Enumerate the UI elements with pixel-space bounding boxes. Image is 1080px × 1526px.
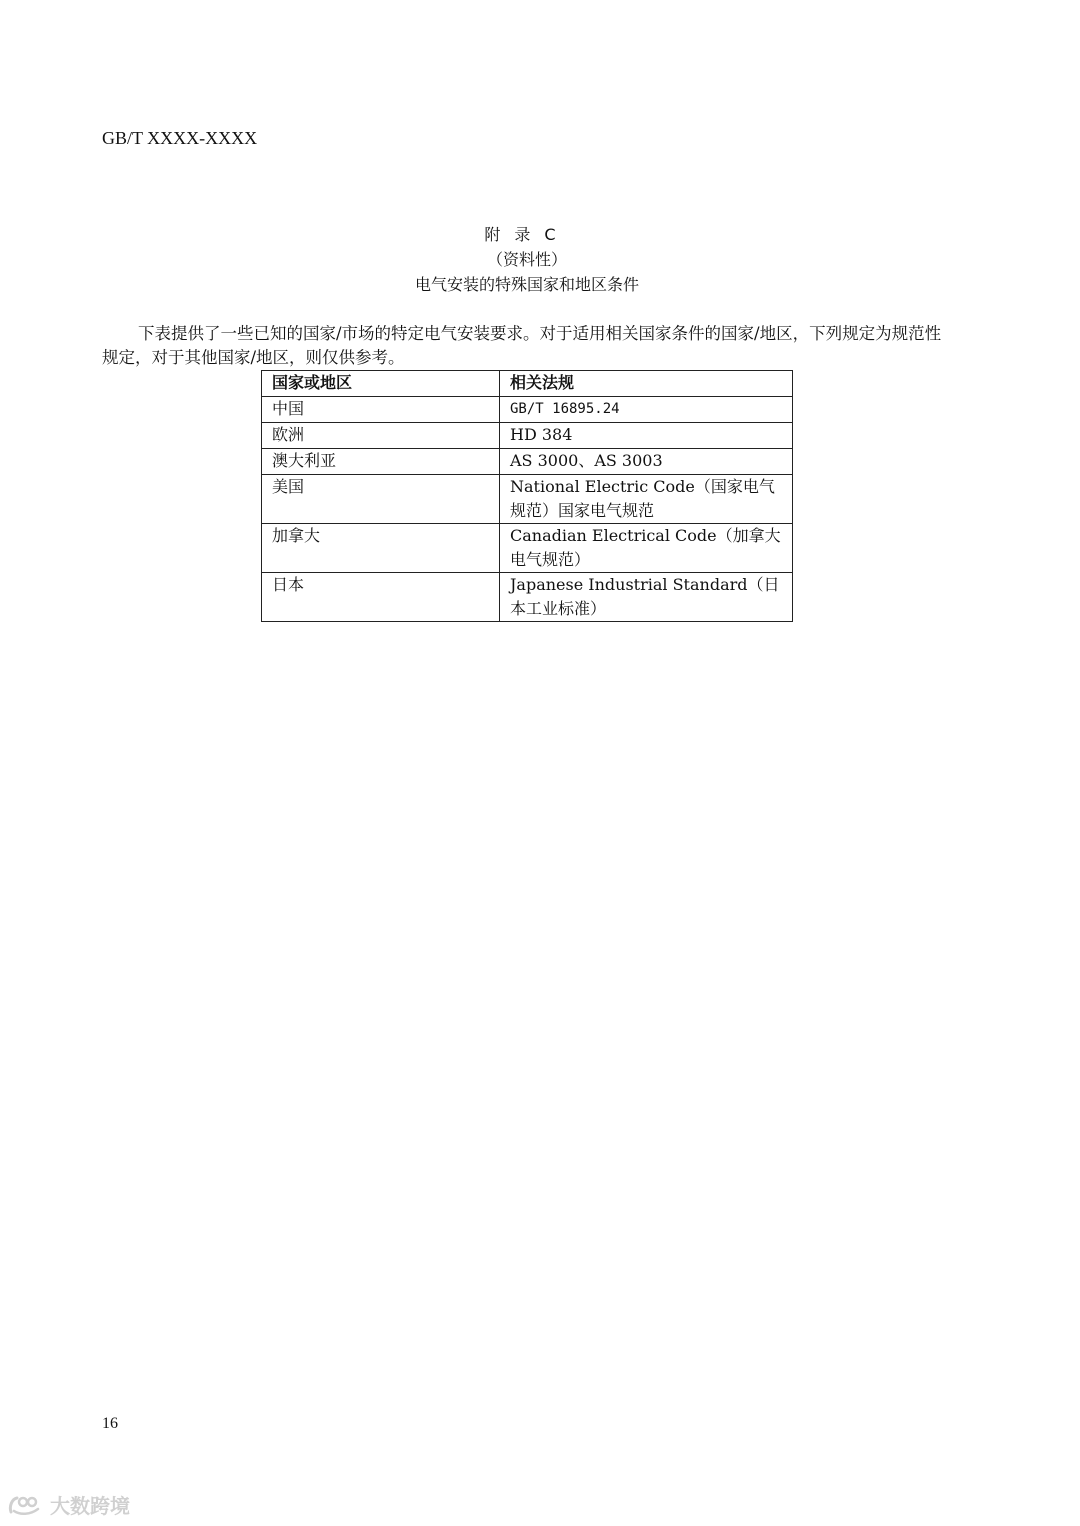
table-header-row: [262, 371, 793, 397]
country-cell: 欧洲: [262, 423, 500, 449]
regulation-cell: National Electric Code（国家电气规范）国家电气规范: [500, 475, 793, 524]
regulation-cell: GB/T 16895.24: [500, 397, 793, 423]
annex-heading-block: [0, 222, 1054, 297]
regulations-table: [261, 370, 793, 622]
annex-type: （资料性）: [486, 250, 567, 269]
standard-code: GB/T XXXX-XXXX: [102, 128, 258, 148]
watermark-text: 大数跨境: [50, 1494, 130, 1518]
regulation-cell: HD 384: [500, 423, 793, 449]
watermark-logo-icon: [8, 1494, 44, 1516]
page-number: 16: [102, 1415, 118, 1432]
country-cell: 中国: [262, 397, 500, 423]
table-row: [262, 397, 793, 423]
annex-heading: 电气安装的特殊国家和地区条件: [414, 275, 639, 294]
table-row: [262, 573, 793, 622]
table-row: [262, 475, 793, 524]
intro-paragraph: 下表提供了一些已知的国家/市场的特定电气安装要求。对于适用相关国家条件的国家/地区，下列规定为规范性规定，对于其他国家/地区，则仅供参考。: [102, 324, 942, 367]
country-cell: 美国: [262, 475, 500, 524]
header-regulation: 相关法规: [500, 371, 793, 397]
table-row: [262, 524, 793, 573]
watermark: [8, 1490, 130, 1519]
country-cell: 加拿大: [262, 524, 500, 573]
country-cell: 日本: [262, 573, 500, 622]
table-row: [262, 423, 793, 449]
regulation-cell: Canadian Electrical Code（加拿大电气规范）: [500, 524, 793, 573]
regulation-cell: Japanese Industrial Standard（日本工业标准）: [500, 573, 793, 622]
annex-title: 附录C: [484, 225, 570, 244]
country-cell: 澳大利亚: [262, 449, 500, 475]
table-row: [262, 449, 793, 475]
regulation-cell: AS 3000、AS 3003: [500, 449, 793, 475]
header-country: 国家或地区: [262, 371, 500, 397]
